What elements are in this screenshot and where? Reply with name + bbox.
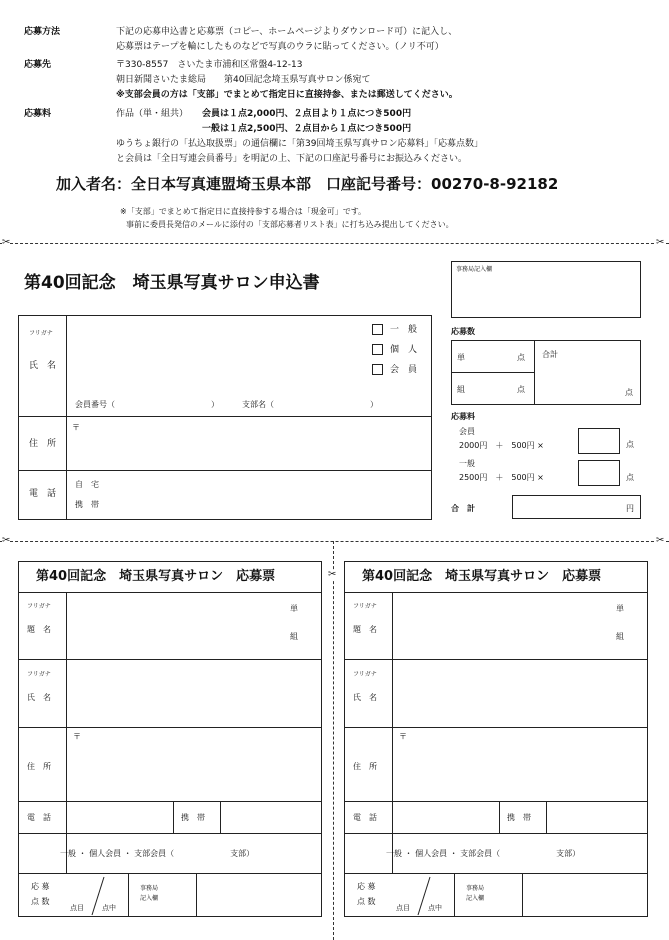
address-label: 住 所: [353, 762, 377, 771]
mobile-label: 携 帯: [507, 813, 531, 822]
work-title-label: 題 名: [353, 625, 377, 634]
member-number-field[interactable]: 会員番号（ ）: [75, 400, 219, 409]
scissors-icon: ✂: [2, 535, 11, 546]
fee-line-1a: 作品（単・組共）: [116, 109, 189, 119]
table-divider: [344, 801, 648, 802]
fee-label: 応募料: [24, 109, 52, 119]
single-label: 単: [457, 353, 465, 362]
home-phone-label: 自 宅: [75, 480, 99, 489]
fee-member-label: 会員: [459, 427, 475, 436]
entry-index-label: 点目: [70, 904, 84, 912]
general-checkbox[interactable]: [372, 324, 383, 335]
office-label-1: 事務局: [140, 885, 159, 892]
table-divider: [18, 416, 432, 417]
table-divider: [128, 873, 129, 917]
phone-field[interactable]: [70, 804, 170, 830]
fee-member-calc: 2000円 ＋ 500円 ×: [459, 441, 544, 450]
single-option[interactable]: 単: [290, 604, 298, 613]
table-divider: [66, 592, 67, 873]
furigana-label: フリガナ: [27, 671, 51, 678]
office-use-field[interactable]: [199, 876, 319, 914]
entry-total-label: 点中: [102, 904, 116, 912]
table-divider: [344, 833, 648, 834]
office-label-1: 事務局: [466, 885, 485, 892]
phone-label: 電 話: [29, 489, 57, 499]
fee-line-1b: 会員は１点2,000円、２点目より１点につき500円: [202, 109, 412, 119]
mobile-label: 携 帯: [181, 813, 205, 822]
name-label: 氏 名: [29, 361, 57, 371]
count-label-2: 点 数: [357, 897, 376, 906]
postal-mark: 〒: [73, 732, 81, 741]
fee-total-yen: 円: [626, 504, 634, 513]
fee-general-label: 一般: [459, 459, 475, 468]
scissors-icon: ✂: [328, 569, 337, 580]
furigana-label: フリガナ: [353, 671, 377, 678]
cut-line-top: [0, 243, 669, 244]
furigana-label: フリガナ: [353, 603, 377, 610]
table-divider: [173, 801, 174, 833]
count-total-label: 合計: [542, 350, 558, 359]
mobile-field[interactable]: [549, 804, 644, 830]
table-divider: [18, 592, 322, 593]
postal-mark: 〒: [399, 732, 407, 741]
ticket-title: 第40回記念 埼玉県写真サロン 応募票: [36, 569, 276, 584]
phone-field[interactable]: [396, 804, 496, 830]
account-info: 加入者名：全日本写真連盟埼玉県本部 口座記号番号：00270-8-92182: [56, 175, 559, 193]
table-divider: [546, 801, 547, 833]
individual-option: 個 人: [390, 345, 418, 355]
count-label: 応募数: [451, 327, 475, 336]
entry-ticket: [344, 561, 648, 917]
work-title-field[interactable]: [396, 596, 606, 656]
table-divider: [18, 833, 322, 834]
form-title: 第40回記念 埼玉県写真サロン申込書: [24, 273, 320, 293]
name-label: 氏 名: [353, 693, 377, 702]
office-label-2: 記入欄: [466, 895, 485, 902]
note-2: 事前に委員長発信のメールに添付の「支部応募者リスト表」に打ち込み提出してください。: [126, 220, 454, 229]
table-divider: [344, 873, 648, 874]
entry-ticket: [18, 561, 322, 917]
scissors-icon: ✂: [656, 237, 665, 248]
fee-general-unit: 点: [626, 473, 634, 482]
mobile-field[interactable]: [223, 804, 318, 830]
scissors-icon: ✂: [656, 535, 665, 546]
phone-field[interactable]: [110, 476, 428, 516]
general-count-input[interactable]: [578, 460, 620, 486]
name-field[interactable]: [70, 322, 360, 394]
table-divider: [18, 873, 322, 874]
table-divider: [451, 372, 534, 373]
branch-field[interactable]: 支部名（ ）: [242, 400, 378, 409]
member-option: 会 員: [390, 365, 418, 375]
fee-total-input[interactable]: [512, 495, 641, 519]
membership-category[interactable]: 一般 ・ 個人会員 ・ 支部会員（ 支部）: [386, 849, 581, 858]
single-option[interactable]: 単: [616, 604, 624, 613]
table-divider: [18, 470, 432, 471]
work-title-label: 題 名: [27, 625, 51, 634]
table-divider: [499, 801, 500, 833]
entry-total-label: 点中: [428, 904, 442, 912]
table-divider: [196, 873, 197, 917]
furigana-label: フリガナ: [27, 603, 51, 610]
dest-line-1: 〒330-8557 さいたま市浦和区常盤4-12-13: [116, 60, 303, 70]
dest-line-2: 朝日新聞さいたま総局 第40回記念埼玉県写真サロン係宛て: [116, 75, 371, 85]
address-field[interactable]: [396, 731, 644, 797]
scissors-icon: ✂: [2, 237, 11, 248]
set-option[interactable]: 組: [290, 632, 298, 641]
member-checkbox[interactable]: [372, 364, 383, 375]
dest-label: 応募先: [24, 60, 52, 70]
entry-count-field[interactable]: [396, 877, 451, 901]
count-label-1: 応 募: [31, 882, 50, 891]
membership-category[interactable]: 一般 ・ 個人会員 ・ 支部会員（ 支部）: [60, 849, 255, 858]
phone-label: 電 話: [353, 813, 377, 822]
table-divider: [534, 340, 535, 405]
dest-line-3: ※支部会員の方は「支部」でまとめて指定日に直接持参、または郵送してください。: [116, 90, 458, 100]
ticket-title: 第40回記念 埼玉県写真サロン 応募票: [362, 569, 602, 584]
table-divider: [18, 727, 322, 728]
count-label-2: 点 数: [31, 897, 50, 906]
address-label: 住 所: [27, 762, 51, 771]
method-label: 応募方法: [24, 27, 61, 37]
table-divider: [522, 873, 523, 917]
set-unit: 点: [517, 385, 525, 394]
name-field[interactable]: [396, 663, 644, 723]
mobile-phone-label: 携 帯: [75, 500, 99, 509]
address-label: 住 所: [29, 439, 57, 449]
table-divider: [344, 659, 648, 660]
table-divider: [66, 315, 67, 520]
table-divider: [18, 659, 322, 660]
address-field[interactable]: [70, 420, 428, 466]
member-count-input[interactable]: [578, 428, 620, 454]
office-use-field[interactable]: [525, 876, 645, 914]
table-divider: [392, 592, 393, 873]
fee-member-unit: 点: [626, 440, 634, 449]
office-label-2: 記入欄: [140, 895, 159, 902]
fee-line-4: と会員は「全日写連会員番号」を明記の上、下記の口座記号番号にお振込みください。: [116, 154, 468, 164]
count-label-1: 応 募: [357, 882, 376, 891]
method-line-2: 応募票はテープを輪にしたものなどで写真のウラに貼ってください。（ノリ不可）: [116, 42, 444, 52]
phone-label: 電 話: [27, 813, 51, 822]
individual-checkbox[interactable]: [372, 344, 383, 355]
table-divider: [220, 801, 221, 833]
fee-line-3: ゆうちょ銀行の「払込取扱票」の通信欄に「第39回埼玉県写真サロン応募料」「応募点数」: [116, 139, 483, 149]
table-divider: [344, 592, 648, 593]
office-use-label: 事務局記入欄: [456, 266, 493, 273]
name-label: 氏 名: [27, 693, 51, 702]
name-field[interactable]: [70, 663, 318, 723]
table-divider: [454, 873, 455, 917]
fee-general-calc: 2500円 ＋ 500円 ×: [459, 473, 544, 482]
entry-count-field[interactable]: [70, 877, 125, 901]
set-label: 組: [457, 385, 465, 394]
single-unit: 点: [517, 353, 525, 362]
note-1: ※「支部」でまとめて指定日に直接持参する場合は「現金可」です。: [120, 207, 367, 216]
furigana-label: フリガナ: [29, 330, 53, 337]
general-option: 一 般: [390, 325, 418, 335]
address-field[interactable]: [70, 731, 318, 797]
fee-line-2: 一般は１点2,500円、２点目から１点につき500円: [202, 124, 412, 134]
table-divider: [18, 801, 322, 802]
postal-mark: 〒: [72, 423, 80, 432]
cut-line-vertical: [333, 541, 334, 940]
cut-line-middle: [0, 541, 669, 542]
set-option[interactable]: 組: [616, 632, 624, 641]
entry-index-label: 点目: [396, 904, 410, 912]
fee-total-label: 合 計: [451, 504, 475, 513]
count-total-unit: 点: [625, 388, 633, 397]
work-title-field[interactable]: [70, 596, 280, 656]
table-divider: [344, 727, 648, 728]
fee-section-label: 応募料: [451, 412, 475, 421]
method-line-1: 下記の応募申込書と応募票（コピー、ホームページよりダウンロード可）に記入し、: [116, 27, 458, 37]
